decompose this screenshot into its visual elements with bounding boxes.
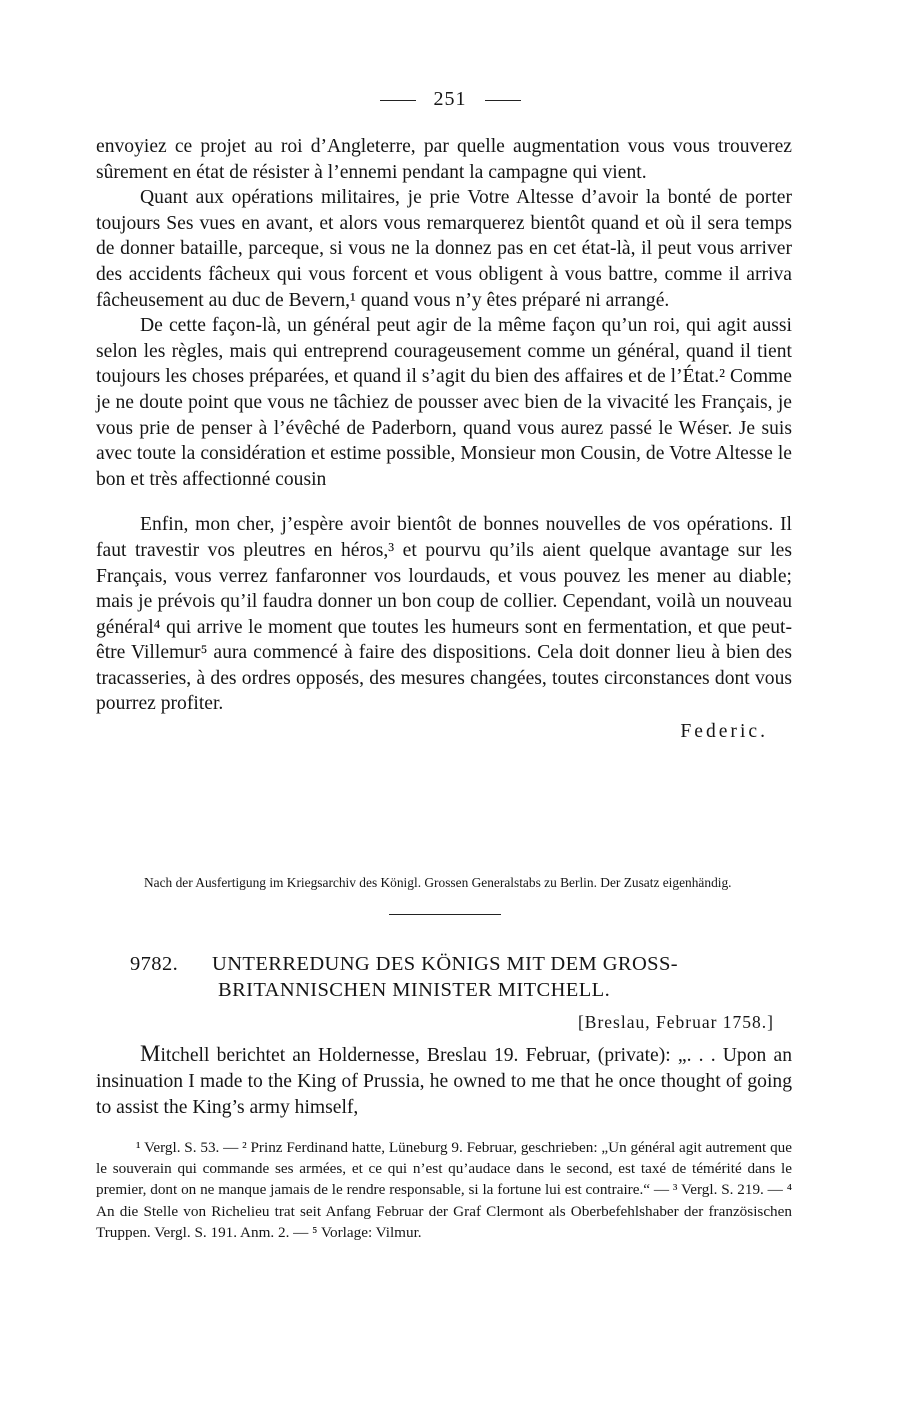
page-header — [0, 88, 900, 111]
section-dateline: [Breslau, Februar 1758.] — [577, 1012, 774, 1032]
header-dash-left — [380, 100, 416, 101]
letter-body — [96, 134, 792, 745]
section-body — [96, 1041, 792, 1121]
section-divider — [389, 914, 501, 915]
letter-paragraph-2: Quant aux opérations militaires, je prie Votre Altesse d’avoir la bonté de porter toujours Ses vues en avant, et alors vous remarquerez bientôt quand et où il sera temps de donner bataille, parceque, si vous ne la donnez pas en cet état-là, il peut vous arriver des accidents fâcheux qui vous forcent et vous obligent à vous battre, comme il arriva fâcheusement au duc de Bevern,¹ quand vous n’y êtes préparé ni arrangé. — [96, 187, 792, 311]
letter-signature: Federic. — [680, 721, 768, 743]
section-number: 9782. — [130, 953, 179, 975]
section-title-line-2: BRITANNISCHEN MINISTER MITCHELL. — [218, 979, 611, 1001]
section-paragraph — [96, 1041, 792, 1121]
source-note: Nach der Ausfertigung im Kriegsarchiv des Königl. Grossen Generalstabs zu Berlin. Der Zusatz eigenhändig. — [144, 875, 732, 890]
header-dash-right — [485, 100, 521, 101]
letter-paragraph-3: De cette façon-là, un général peut agir de la même façon qu’un roi, qui agit aussi selon les règles, mais qui entreprend courageusement comme un général, quand il tient toujours les choses préparées, et quand il s’agit du bien des affaires et de l’État.² Comme je ne doute point que vous ne tâchiez de pousser avec bien de la vivacité les Français, je vous prie de penser à l’évêché de Paderborn, quand vous aurez passé le Wéser. Je suis avec toute la considération et estime possible, Monsieur mon Cousin, de Votre Altesse le bon et très affectionné cousin — [96, 315, 792, 490]
letter-paragraph-1: envoyiez ce projet au roi d’Angleterre, par quelle augmentation vous vous trouverez sûrement en état de résister à l’ennemi pendant la campagne qui vient. — [96, 136, 792, 183]
section-title-line-1: UNTERREDUNG DES KÖNIGS MIT DEM GROSS- — [212, 953, 679, 975]
section-initial: M — [140, 1041, 161, 1066]
page-number: 251 — [433, 88, 467, 110]
footnote-block: ¹ Vergl. S. 53. — ² Prinz Ferdinand hatte, Lüneburg 9. Februar, geschrieben: „Un général agit autrement que le souverain qui commande ses armées, et ce qui n’est qu’audace dans le second, est taxé de témérité dans le premier, dont on ne manque jamais de le rendre responsable, si la fortune lui est contraire.“ — ³ Vergl. S. 219. — ⁴ An die Stelle von Richelieu trat seit Anfang Februar der Graf Clermont als Oberbefehlshaber der französischen Truppen. Vergl. S. 191. Anm. 2. — ⁵ Vorlage: Vilmur. — [96, 1139, 792, 1241]
section-heading-line-1 — [130, 951, 790, 977]
section-text: itchell berichtet an Holdernesse, Breslau 19. Februar, (private): „. . . Upon an insinuation I made to the King of Prussia, he owned to me that he once thought of going to assist the King’s army himself, — [96, 1045, 792, 1118]
section-heading — [130, 951, 790, 1003]
letter-postscript: Enfin, mon cher, j’espère avoir bientôt de bonnes nouvelles de vos opérations. Il faut travestir vos pleutres en héros,³ et pourvu qu’ils aient quelque avantage sur les Français, vous verrez fanfaronner vos lourdauds, et vous pouvez les mener au diable; mais je prévois qu’il faudra donner un bon coup de collier. Cependant, voilà un nouveau général⁴ qui arrive le moment que toutes les humeurs sont en fermentation, et que peut-être Villemur⁵ aura commencé à faire des dispositions. Cela doit donner lieu à bien des tracasseries, à des ordres opposés, des mesures changées, toutes circonstances dont vous pourrez profiter. — [96, 514, 792, 715]
footnotes — [96, 1137, 792, 1243]
